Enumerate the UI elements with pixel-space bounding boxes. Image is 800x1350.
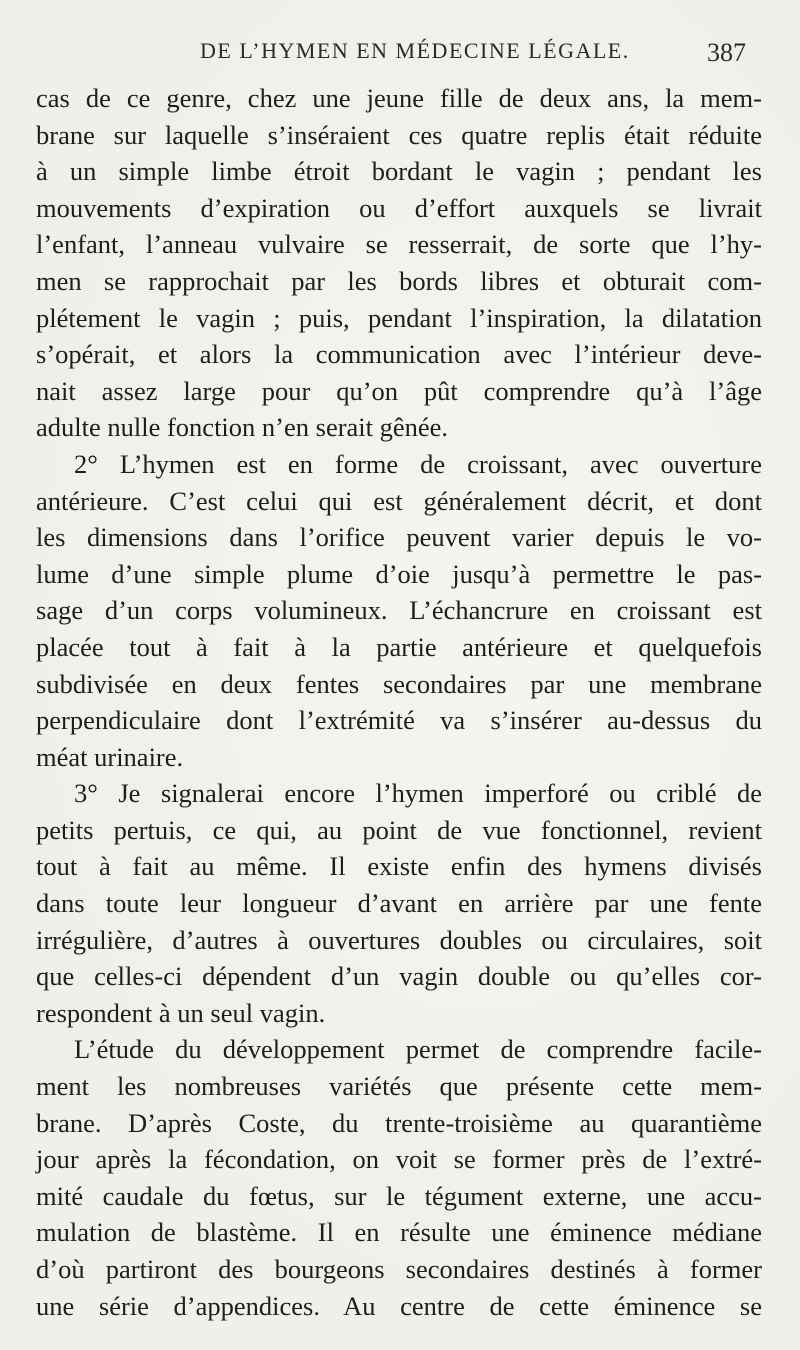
text-line: brane. D’après Coste, du trente-troisième au quarantième — [36, 1107, 762, 1138]
text-line: men se rapprochait par les bords libres et obturait com- — [36, 265, 762, 296]
body-text — [36, 80, 762, 1324]
page-number: 387 — [707, 38, 746, 67]
running-head — [40, 38, 760, 78]
text-line: perpendiculaire dont l’extrémité va s’insérer au-dessus du — [36, 705, 762, 736]
text-line: antérieure. C’est celui qui est généralement décrit, et dont — [36, 485, 762, 516]
text-line: s’opérait, et alors la communication avec l’intérieur deve- — [36, 339, 762, 370]
text-line: mulation de blastème. Il en résulte une éminence médiane — [36, 1217, 762, 1248]
text-line: l’enfant, l’anneau vulvaire se resserrait, de sorte que l’hy- — [36, 229, 762, 260]
text-line: dans toute leur longueur d’avant en arrière par une fente — [36, 888, 762, 919]
paragraph-4 — [36, 1031, 762, 1324]
text-line: ment les nombreuses variétés que présente cette mem- — [36, 1071, 762, 1102]
text-line: mité caudale du fœtus, sur le tégument externe, une accu- — [36, 1180, 762, 1211]
paragraph-3 — [36, 775, 762, 1031]
text-line: plétement le vagin ; puis, pendant l’inspiration, la dilatation — [36, 302, 762, 333]
text-line: petits pertuis, ce qui, au point de vue fonctionnel, revient — [36, 814, 762, 845]
text-line: L’étude du développement permet de comprendre facile- — [74, 1034, 762, 1065]
text-line: irrégulière, d’autres à ouvertures doubles ou circulaires, soit — [36, 924, 762, 955]
paragraph-1 — [36, 80, 762, 446]
running-title: DE L’HYMEN EN MÉDECINE LÉGALE. — [200, 38, 630, 63]
paragraph-2 — [36, 446, 762, 775]
text-line: une série d’appendices. Au centre de cette éminence se — [36, 1290, 762, 1321]
text-line: placée tout à fait à la partie antérieure et quelquefois — [36, 631, 762, 662]
text-line: tout à fait au même. Il existe enfin des hymens divisés — [36, 851, 762, 882]
text-line: les dimensions dans l’orifice peuvent varier depuis le vo- — [36, 522, 762, 553]
text-line: cas de ce genre, chez une jeune fille de deux ans, la mem- — [36, 83, 762, 113]
text-line: à un simple limbe étroit bordant le vagin ; pendant les — [36, 156, 762, 187]
text-line: mouvements d’expiration ou d’effort auxquels se livrait — [36, 192, 762, 223]
text-line: brane sur laquelle s’inséraient ces quatre replis était réduite — [36, 119, 762, 150]
text-line: subdivisée en deux fentes secondaires par une membrane — [36, 668, 762, 699]
text-line: 3° Je signalerai encore l’hymen imperforé ou criblé de — [74, 778, 762, 809]
text-line: que celles-ci dépendent d’un vagin double ou qu’elles cor- — [36, 961, 762, 992]
text-line: sage d’un corps volumineux. L’échancrure en croissant est — [36, 595, 762, 626]
text-line: adulte nulle fonction n’en serait gênée. — [36, 412, 449, 443]
text-line: jour après la fécondation, on voit se former près de l’extré- — [36, 1144, 762, 1175]
text-line: d’où partiront des bourgeons secondaires destinés à former — [36, 1254, 762, 1284]
text-line: méat urinaire. — [36, 741, 184, 772]
text-line: nait assez large pour qu’on pût comprendre qu’à l’âge — [36, 375, 762, 406]
text-line: respondent à un seul vagin. — [36, 997, 326, 1028]
text-line: lume d’une simple plume d’oie jusqu’à permettre le pas- — [36, 558, 762, 589]
text-line: 2° L’hymen est en forme de croissant, avec ouverture — [74, 448, 762, 479]
